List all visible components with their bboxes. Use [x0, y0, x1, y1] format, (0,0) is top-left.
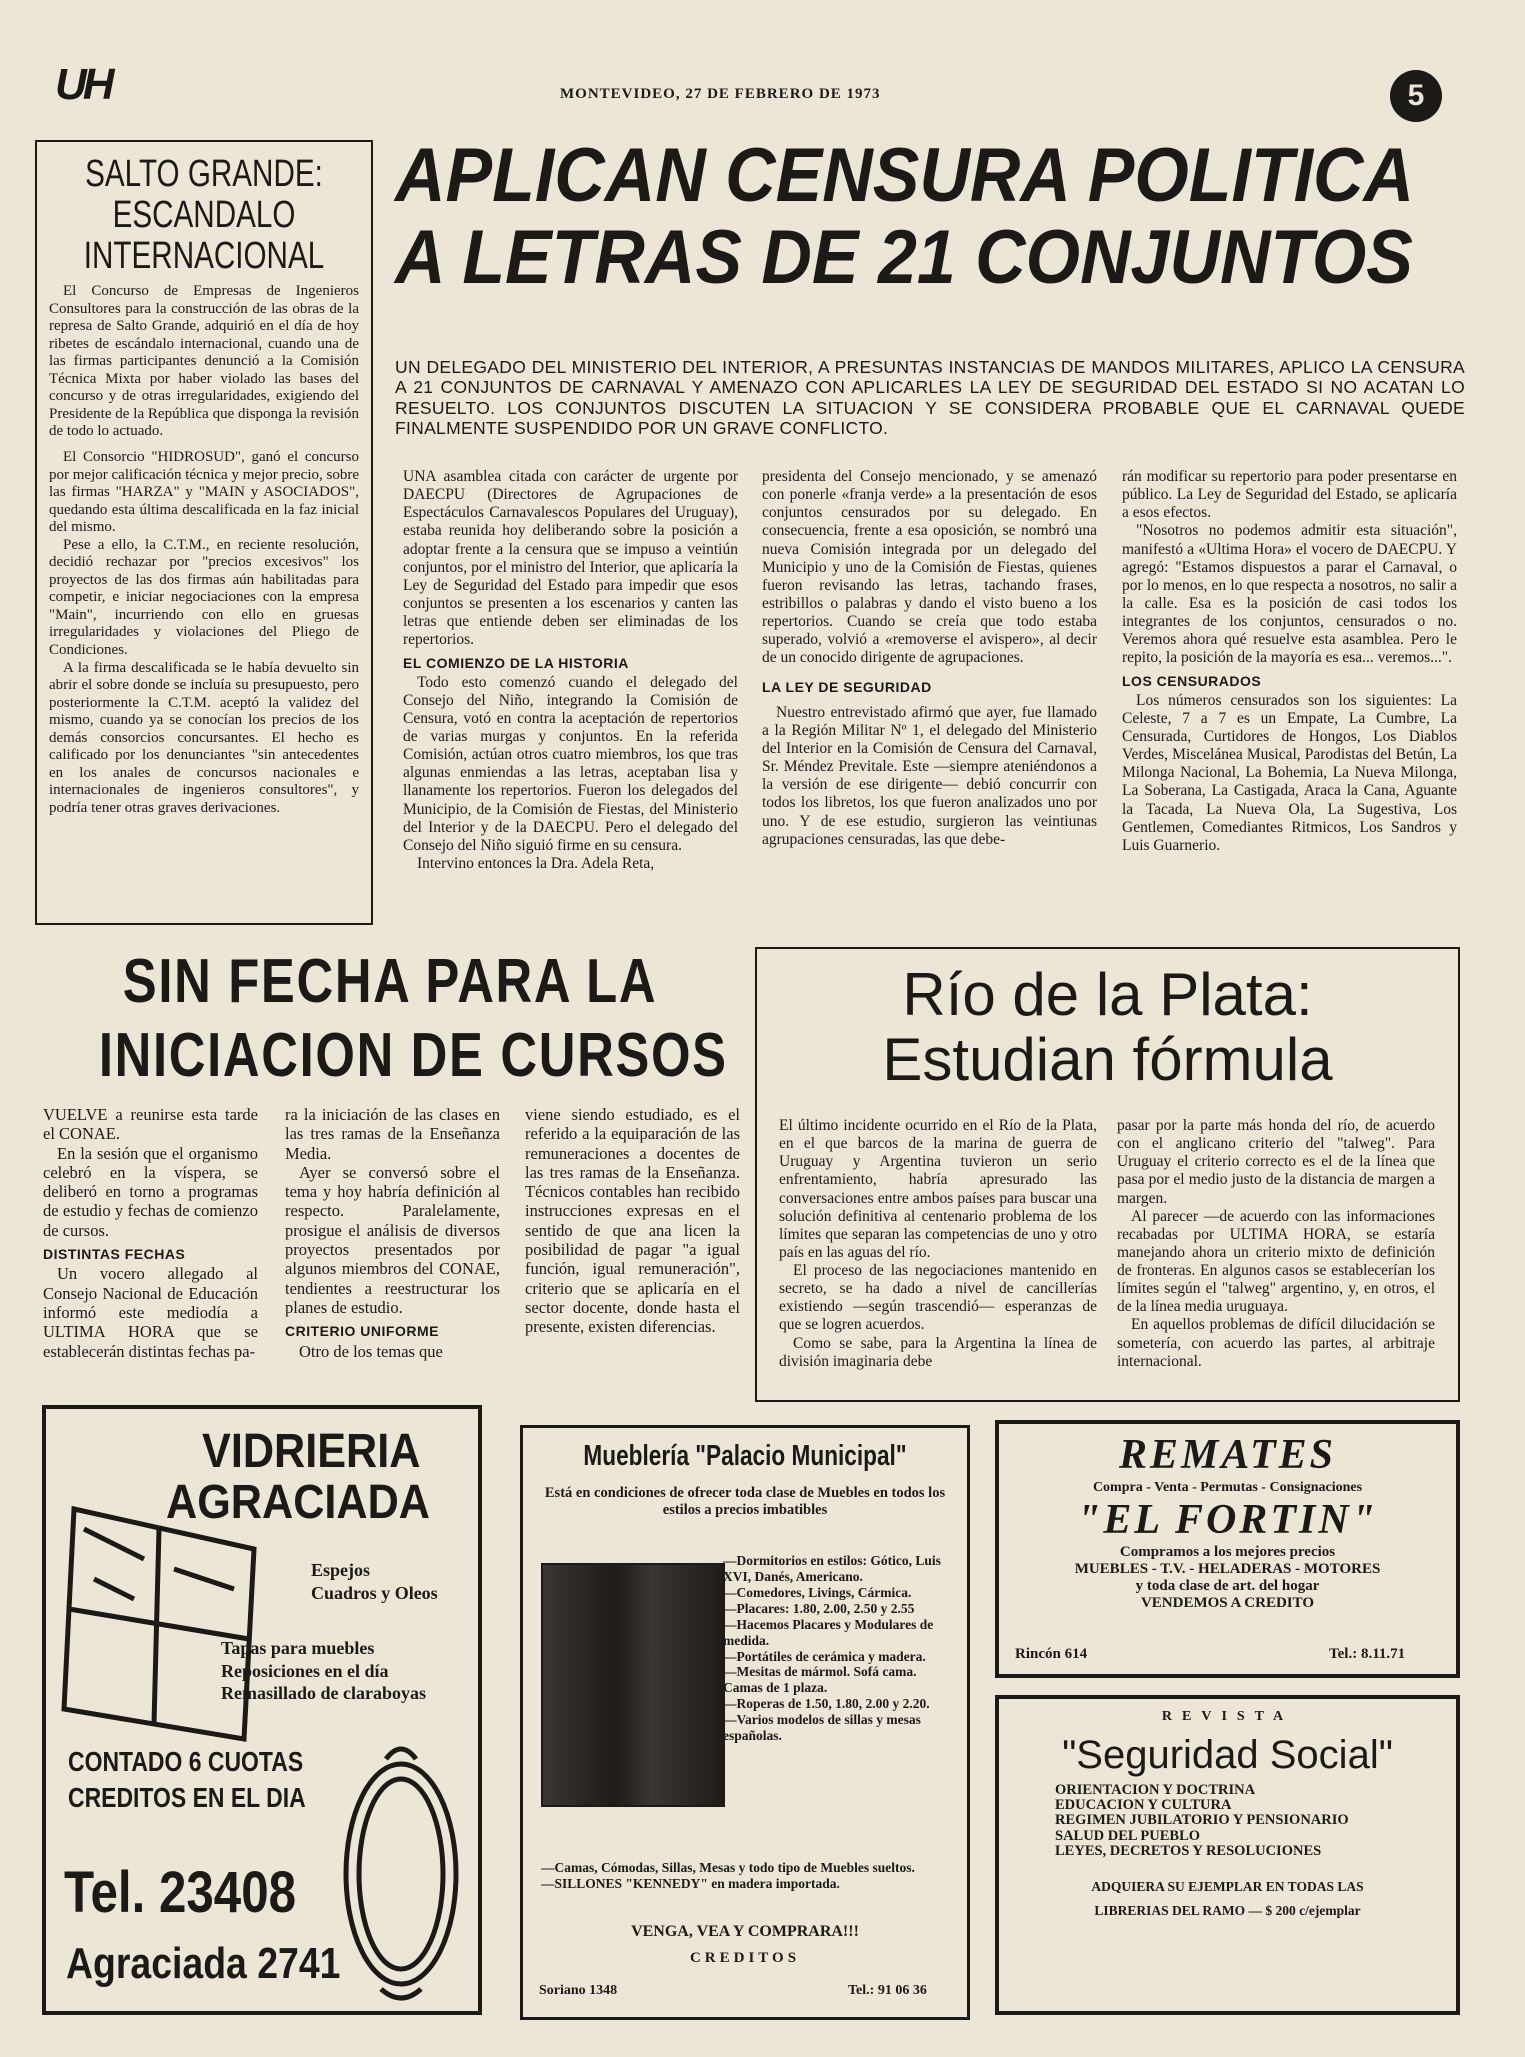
cursos-paragraph: VUELVE a reunirse esta tarde el CONAE.	[43, 1105, 258, 1144]
vidrieria-item: Reposiciones en el día	[221, 1660, 389, 1681]
salto-grande-article	[35, 140, 373, 925]
muebleria-intro: Está en condiciones de ofrecer toda clase de Muebles en todos los estilos a precios imbatibles	[544, 1485, 946, 1519]
remates-address: Rincón 614	[1015, 1646, 1088, 1662]
censura-subhead: EL COMIENZO DE LA HISTORIA	[403, 655, 629, 672]
ad-revista	[995, 1695, 1460, 2015]
muebleria-item: —Dormitorios en estilos: Gótico, Luis XVI, Danés, Americano.	[723, 1553, 941, 1584]
censura-column-3	[1122, 468, 1457, 855]
rio-paragraph: pasar por la parte más honda del río, de acuerdo con el anglicano criterio del "talweg". Para Uruguay el criterio correcto es el de la línea que pasa por el medio justo de la distancia de margen a margen.	[1117, 1117, 1435, 1207]
salto-paragraph: A la firma descalificada se le había devuelto sin abrir el sobre donde se incluía su presupuesto, pero posteriormente la C.T.M. aceptó la validez del mismo, cuando ya se conocían los precios de los demás consorcios concursantes. El hecho es calificado por los denunciantes "sin antecedentes en los anales de concursos nacionales e internacionales de ingenieros consultores", y podría tener otras graves derivaciones.	[49, 659, 359, 816]
censura-paragraph: Todo esto comenzó cuando el delegado del Consejo del Niño, integrando la Comisión de Censura, votó en contra la aceptación de repertorios de varias murgas y conjuntos. En la referida Comisión, actúan otros cuatro miembros, los que tras algunas enmiendas a las letras, aceptaban lisa y llanamente los repertorios. Fueron los delegados del Municipio, de la Comisión de Fiestas, del Ministerio del Interior y de la DAECPU. Pero el delegado del Consejo del Niño siguió firme en su censura.	[403, 673, 738, 854]
oval-mirror-illustration	[326, 1739, 476, 2009]
salto-title-line-3: INTERNACIONAL	[83, 235, 325, 278]
revista-topic: SALUD DEL PUEBLO	[1055, 1827, 1201, 1844]
revista-footer-line: ADQUIERA SU EJEMPLAR EN TODAS LAS	[1091, 1879, 1364, 1895]
cursos-column-2	[285, 1105, 500, 1361]
muebleria-item: —Varios modelos de sillas y mesas españolas.	[723, 1712, 921, 1744]
ad-vidrieria	[42, 1405, 482, 2015]
rio-paragraph: En aquellos problemas de difícil dilucidación se sometería, con acuerdo las partes, al arbitraje internacional.	[1117, 1316, 1435, 1370]
remates-services: Compra - Venta - Permutas - Consignaciones	[1092, 1480, 1363, 1496]
ad-remates	[995, 1420, 1460, 1678]
vidrieria-title-line-1: VIDRIERIA	[202, 1425, 421, 1478]
muebleria-slogan: VENGA, VEA Y COMPRARA!!!	[631, 1923, 859, 1940]
ad-muebleria	[520, 1425, 970, 2020]
remates-line: y toda clase de art. del hogar	[1135, 1578, 1320, 1595]
rio-de-la-plata-article	[755, 947, 1460, 1402]
censura-paragraph: UNA asamblea citada con carácter de urgente por DAECPU (Directores de Agrupaciones de Espectáculos Carnavalescos Populares del Uruguay), estaba reunida hoy deliberando sobre la posición a adoptar frente a la censura que se impuso a veintiún conjuntos, por el ministro del Interior, que aplicaría la Ley de Seguridad del Estado para impedir que esos conjuntos se presenten a los escenarios y canten las letras que entiende deben ser eliminadas de los repertorios.	[403, 468, 738, 649]
rio-paragraph: El proceso de las negociaciones mantenido en secreto, se ha dado a nivel de cancillerías existiendo —según trascendió— esperanzas de que se logren acuerdos.	[779, 1262, 1097, 1334]
salto-paragraph: Pese a ello, la C.T.M., en reciente resolución, decidió rechazar por "precios excesivos" los proyectos de las dos firmas aún habilitadas para competir, e iniciar negociaciones con la empresa "Main", incurriendo con ello en gruesas irregularidades y violaciones del Pliego de Condiciones.	[49, 536, 359, 659]
window-frame-illustration	[54, 1489, 274, 1759]
cursos-article	[35, 945, 745, 1415]
revista-topic: EDUCACION Y CULTURA	[1055, 1797, 1232, 1814]
vidrieria-title	[166, 1427, 454, 1529]
cursos-headline-line-1: SIN FECHA PARA LA	[122, 947, 658, 1016]
wardrobe-illustration	[541, 1563, 725, 1807]
salto-title	[52, 154, 356, 277]
muebleria-phone: Tel.: 91 06 36	[848, 1983, 927, 1998]
cursos-subhead: CRITERIO UNIFORME	[285, 1323, 439, 1340]
rio-paragraph: Al parecer —de acuerdo con las informaciones recabadas por ULTIMA HORA, se estaría manejando ahora un criterio mixto de definición de fronteras. En algunos casos se establecerían los límites según el "talweg" argentino, y, en otros, el de la línea media uruguaya.	[1117, 1207, 1435, 1316]
revista-footer-line: LIBRERIAS DEL RAMO — $ 200 c/ejemplar	[1094, 1903, 1361, 1919]
muebleria-item: —Placares: 1.80, 2.00, 2.50 y 2.55	[723, 1600, 915, 1616]
vidrieria-item: Tapas para muebles	[221, 1638, 375, 1658]
censura-headline-line-1: APLICAN CENSURA POLITICA	[395, 133, 1415, 218]
rio-column-1	[779, 1117, 1097, 1371]
remates-title: REMATES	[1118, 1432, 1337, 1478]
censura-headline	[395, 135, 1495, 299]
muebleria-extra: —SILLONES "KENNEDY" en madera importada.	[541, 1875, 840, 1891]
muebleria-title: Mueblería "Palacio Municipal"	[583, 1440, 907, 1472]
censura-article	[395, 135, 1495, 955]
masthead-dateline: MONTEVIDEO, 27 DE FEBRERO DE 1973	[560, 86, 881, 102]
remates-name: "EL FORTIN"	[1077, 1497, 1378, 1544]
vidrieria-item: Espejos	[311, 1560, 371, 1580]
vidrieria-title-line-2: AGRACIADA	[166, 1475, 430, 1529]
cursos-paragraph: Un vocero allegado al Consejo Nacional de Educación informó este mediodía a ULTIMA HORA que se establecerán distintas fechas pa-	[43, 1264, 258, 1361]
muebleria-item-list	[723, 1553, 955, 1744]
rio-headline-line-2: Estudian fórmula	[882, 1025, 1333, 1093]
cursos-column-1	[43, 1105, 258, 1361]
censura-paragraph: Los números censurados son los siguientes: La Celeste, 7 a 7 es un Empate, La Cumbre, La Censurada, Curtidores de Hongos, Los Diablos Verdes, Miscelánea Musical, Parodistas del Betún, La Milonga Nacional, La Bohemia, La Nueva Milonga, La Soberana, La Castigada, Araca la Cana, Aguante la Tacada, La Nueva Ola, La Sugestiva, Los Gentlemen, Comediantes Ritmicos, Los Sandros y Luis Guarnerio.	[1122, 691, 1457, 854]
vidrieria-offers	[68, 1744, 306, 1817]
salto-paragraph: El Consorcio "HIDROSUD", ganó el concurso por mejor calificación técnica y mejor precio, sobre las firmas "HARZA" y "MAIN y ASOCIADOS", quedando esta última descalificada en la faz inicial del mismo.	[49, 449, 359, 536]
muebleria-item: —Hacemos Placares y Modulares de medida.	[723, 1616, 934, 1648]
vidrieria-phone: Tel. 23408	[64, 1860, 297, 1925]
cursos-headline	[35, 945, 745, 1094]
vidrieria-address: Agraciada 2741	[66, 1939, 341, 1988]
muebleria-address: Soriano 1348	[539, 1983, 618, 1998]
censura-subhead: LOS CENSURADOS	[1122, 673, 1262, 690]
salto-title-line-1: SALTO GRANDE:	[85, 153, 323, 195]
salto-paragraph: El Concurso de Empresas de Ingenieros Consultores para la construcción de las obras de la represa de Salto Grande, adquirió en el día de hoy ribetes de escándalo internacional, cuando una de las firmas participantes denunció a la Comisión Técnica Mixta por haber violado las bases del concurso y de otras irregularidades, exigiendo del Presidente de la República que disponga la revisión de todo lo actuado.	[49, 283, 359, 440]
censura-paragraph: rán modificar su repertorio para poder presentarse en público. La Ley de Seguridad del Estado, se aplicaría a esos efectos.	[1122, 468, 1457, 522]
vidrieria-items-top	[311, 1559, 438, 1604]
vidrieria-item: Cuadros y Oleos	[311, 1582, 438, 1603]
censura-paragraph: Nuestro entrevistado afirmó que ayer, fue llamado a la Región Militar Nº 1, el delegado del Ministerio del Interior en la Comisión de Censura del Carnaval, Sr. Méndez Previtale. Este —siempre ateniéndonos a la versión de ese dirigente— debió concurrir con todos los libretos, los que fueron analizados uno por uno. Y de ese estudio, surgieron las veintiunas agrupaciones censuradas, las que debe-	[762, 703, 1097, 848]
censura-lead: UN DELEGADO DEL MINISTERIO DEL INTERIOR, A PRESUNTAS INSTANCIAS DE MANDOS MILITARES, APLICO LA CENSURA A 21 CONJUNTOS DE CARNAVAL Y AMENAZO CON APLICARLES LA LEY DE SEGURIDAD DEL ESTADO SI NO ACATAN LO RESUELTO. LOS CONJUNTOS DISCUTEN LA SITUACION Y SE CONSIDERA PROBABLE QUE EL CARNAVAL QUEDE FINALMENTE SUSPENDIDO POR UN GRAVE CONFLICTO.	[395, 357, 1465, 439]
revista-topic: ORIENTACION Y DOCTRINA	[1055, 1782, 1256, 1798]
rio-column-2	[1117, 1117, 1435, 1371]
vidrieria-items-bottom	[221, 1637, 426, 1705]
censura-column-2	[762, 468, 1097, 849]
cursos-paragraph: ra la iniciación de las clases en las tres ramas de la Enseñanza Media.	[285, 1105, 500, 1163]
masthead-logo: UH	[55, 60, 111, 109]
muebleria-item: —Portátiles de cerámica y madera.	[723, 1648, 926, 1664]
cursos-paragraph: Ayer se conversó sobre el tema y hoy habría definición al respecto. Paralelamente, prosigue el análisis de diversos proyectos presentados por algunos miembros del CONAE, tendientes a reestructurar los planes de estudio.	[285, 1162, 500, 1317]
rio-headline	[771, 963, 1444, 1093]
muebleria-extra: —Camas, Cómodas, Sillas, Mesas y todo tipo de Muebles sueltos.	[541, 1860, 915, 1875]
cursos-column-3	[525, 1105, 740, 1337]
revista-topics	[1013, 1783, 1442, 1859]
vidrieria-offer: CONTADO 6 CUOTAS	[68, 1746, 304, 1777]
remates-line: Compramos a los mejores precios	[1119, 1544, 1336, 1561]
page-number: 5	[1407, 79, 1425, 112]
muebleria-item: —Comedores, Livings, Cármica.	[723, 1584, 912, 1600]
muebleria-item: —Mesitas de mármol. Sofá cama. Camas de 1 plaza.	[723, 1664, 917, 1696]
muebleria-item: —Roperas de 1.50, 1.80, 2.00 y 2.20.	[723, 1696, 930, 1712]
rio-paragraph: Como se sabe, para la Argentina la línea de división imaginaria debe	[779, 1334, 1097, 1370]
salto-title-line-2: ESCANDALO	[112, 194, 296, 237]
censura-paragraph: presidenta del Consejo mencionado, y se amenazó con ponerle «franja verde» a la presentación de esos conjuntos censurados por su delegado. En consecuencia, frente a esa oposición, se nombró una nueva Comisión integrada por un delegado del Municipio y uno de la Comisión de Fiestas, quienes fueron revisando las letras, tachando frases, estribillos o palabras y dando el visto bueno a los repertorios. Cuando se creía que todo estaba superado, volvió a «removerse el avispero», al decir de un conocido dirigente de agrupaciones.	[762, 468, 1097, 667]
remates-line: VENDEMOS A CREDITO	[1140, 1594, 1315, 1611]
revista-footer	[1013, 1875, 1442, 1924]
censura-subhead: LA LEY DE SEGURIDAD	[762, 679, 932, 696]
revista-topic: LEYES, DECRETOS Y RESOLUCIONES	[1055, 1842, 1322, 1859]
cursos-paragraph: En la sesión que el organismo celebró en la víspera, se deliberó en torno a programas de estudio y fechas de comienzo de cursos.	[43, 1143, 258, 1240]
muebleria-creditos: CREDITOS	[689, 1950, 801, 1966]
revista-topic: REGIMEN JUBILATORIO Y PENSIONARIO	[1055, 1812, 1349, 1829]
vidrieria-offer: CREDITOS EN EL DIA	[68, 1782, 306, 1814]
vidrieria-item: Remasillado de claraboyas	[221, 1683, 426, 1703]
salto-body	[49, 283, 359, 817]
revista-kicker: REVISTA	[1161, 1709, 1294, 1724]
rio-headline-line-1: Río de la Plata:	[902, 961, 1313, 1028]
remates-phone: Tel.: 8.11.71	[1329, 1646, 1406, 1662]
muebleria-extras	[541, 1860, 953, 1892]
remates-details	[1011, 1544, 1444, 1611]
censura-column-1	[403, 468, 738, 873]
cursos-paragraph: Otro de los temas que	[299, 1341, 443, 1361]
revista-title: "Seguridad Social"	[1062, 1733, 1393, 1777]
remates-line: MUEBLES - T.V. - HELADERAS - MOTORES	[1074, 1561, 1381, 1578]
censura-headline-line-2: A LETRAS DE 21 CONJUNTOS	[395, 215, 1413, 301]
masthead	[0, 0, 1525, 125]
rio-paragraph: El último incidente ocurrido en el Río de la Plata, en el que barcos de la marina de guerra de Uruguay y Argentina tuvieron un serio enfrentamiento, habría apresurado las conversaciones entre ambos países para buscar una solución definitiva al centenario problema de los límites que separan las competencias de uno y otro país en las aguas del río.	[779, 1117, 1097, 1261]
censura-paragraph: Intervino entonces la Dra. Adela Reta,	[417, 854, 655, 872]
page-number-badge	[1390, 70, 1442, 122]
censura-paragraph: "Nosotros no podemos admitir esta situación", manifestó a «Ultima Hora» el vocero de DAECPU. Y agregó: "Estamos dispuestos a parar el Carnaval, o por lo menos, en lo que respecta a nosotros, no salir a la calle. Esa es la posición de casi todos los integrantes de los conjuntos, censurados o no. Veremos ahora qué resuelve esta asamblea. Pero le repito, la posición de la mayoría es esa... veremos...".	[1122, 522, 1457, 667]
cursos-paragraph: viene siendo estudiado, es el referido a la equiparación de las remuneraciones a docentes de las tres ramas de la Enseñanza. Técnicos contables han recibido instrucciones expresas en el sentido de que ana licen la posibilidad de pagar "a igual función, igual remuneración", criterio que se aplicaría en el sector docente, donde hasta el presente, existen diferencias.	[525, 1105, 740, 1337]
cursos-subhead: DISTINTAS FECHAS	[43, 1246, 186, 1263]
cursos-headline-line-2: INICIACION DE CURSOS	[98, 1021, 728, 1091]
